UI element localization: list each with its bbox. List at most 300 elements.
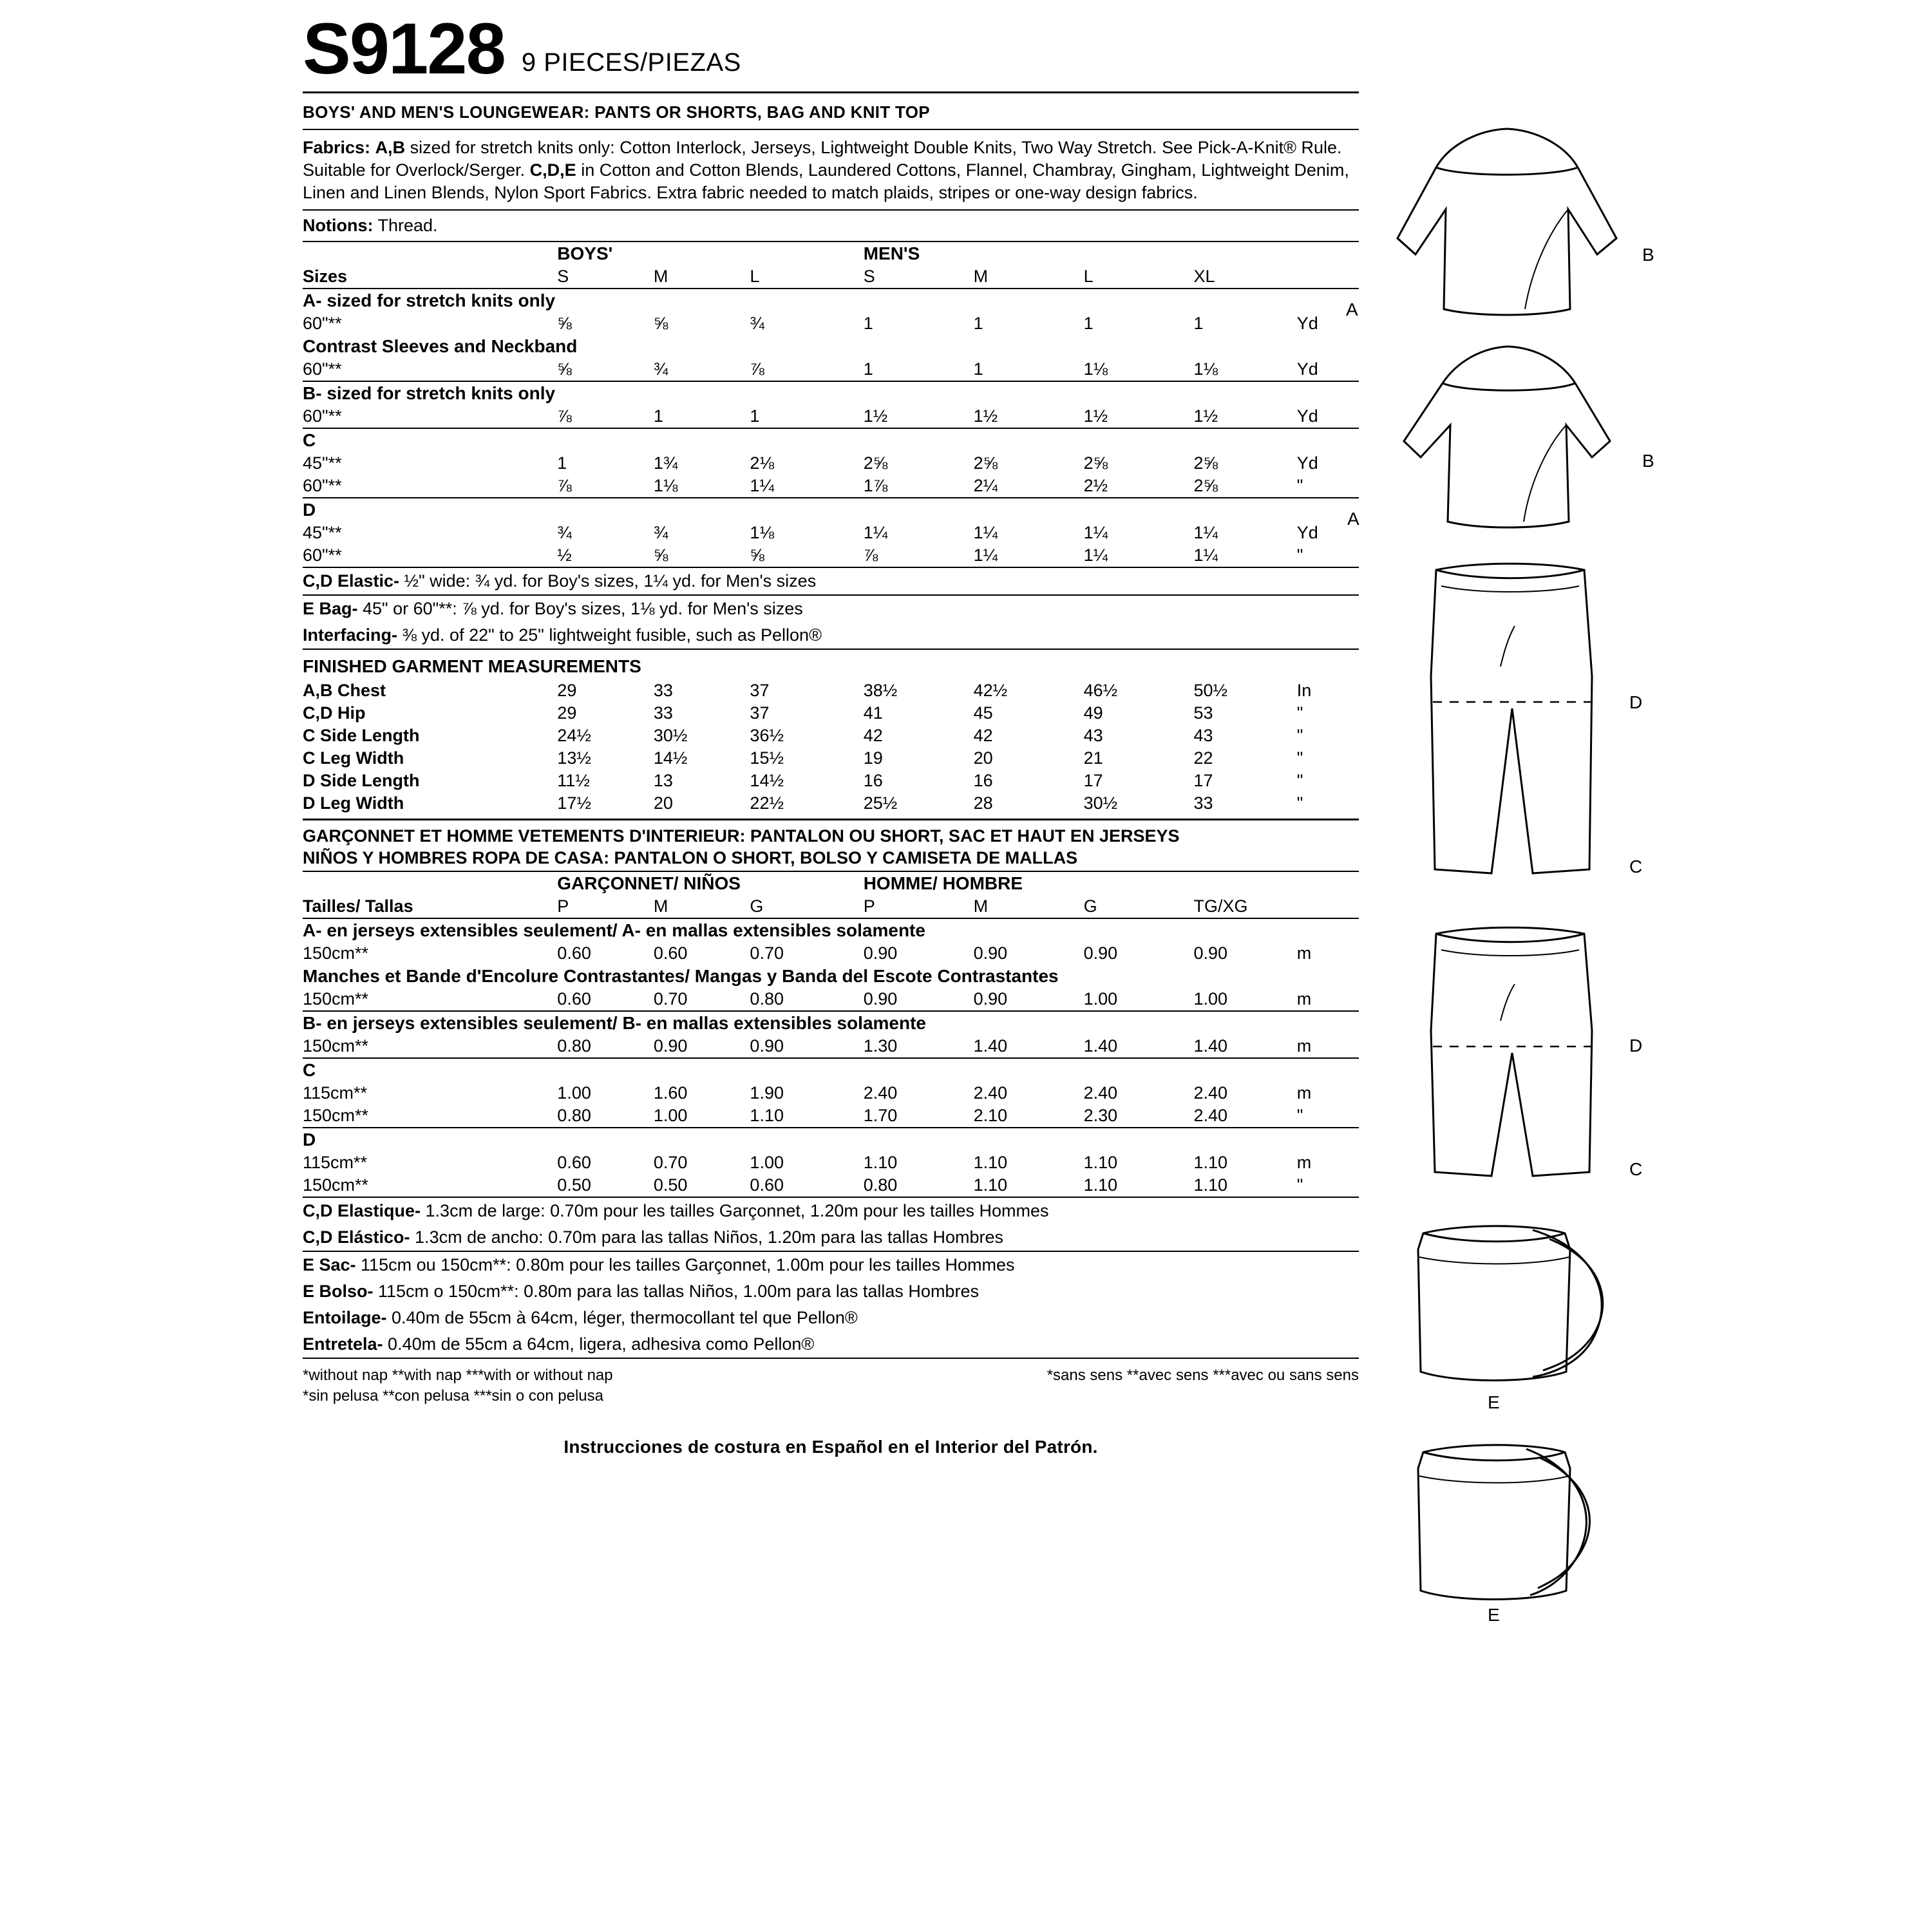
note-label: E Sac- bbox=[303, 1255, 356, 1274]
cell: 0.80 bbox=[863, 1175, 898, 1195]
cell: 1⅞ bbox=[863, 476, 888, 496]
cell: 1⅛ bbox=[750, 523, 774, 543]
row-section-c-metric bbox=[303, 1058, 1359, 1082]
row-section-a-metric bbox=[303, 918, 1359, 942]
illustration-label-a: A bbox=[1346, 299, 1358, 319]
cell: 1 bbox=[653, 406, 663, 426]
row-section-c bbox=[303, 428, 1359, 452]
cell: 0.90 bbox=[863, 943, 898, 963]
table-row bbox=[303, 792, 1359, 815]
size-cell: G bbox=[1083, 896, 1097, 916]
row-section-b bbox=[303, 381, 1359, 405]
cell: 43 bbox=[1083, 726, 1103, 746]
note-label: C,D Elástico- bbox=[303, 1227, 410, 1247]
cell: 1.10 bbox=[1083, 1175, 1118, 1195]
section-label: C bbox=[303, 1058, 1359, 1082]
cell: ½ bbox=[557, 545, 572, 565]
table-row bbox=[303, 475, 1359, 498]
cell: 2⅝ bbox=[1193, 453, 1218, 473]
cell: 1.00 bbox=[1193, 989, 1228, 1009]
table-row bbox=[303, 1151, 1359, 1174]
unit: " bbox=[1296, 771, 1303, 791]
illustration-top-short-sleeve bbox=[1340, 335, 1674, 541]
unit: " bbox=[1296, 748, 1303, 768]
cell: 2.40 bbox=[1193, 1105, 1228, 1125]
section-label: D bbox=[303, 498, 1359, 522]
cell: 0.90 bbox=[1193, 943, 1228, 963]
table-row bbox=[303, 544, 1359, 567]
row-label: C Leg Width bbox=[303, 748, 404, 768]
size-cell: M bbox=[973, 267, 989, 287]
cell: 37 bbox=[750, 703, 770, 723]
cell: 22½ bbox=[750, 793, 784, 813]
cell: 1¼ bbox=[863, 523, 888, 543]
cell: 2.10 bbox=[973, 1105, 1008, 1125]
unit: " bbox=[1296, 726, 1303, 746]
footnote-nap-es: *sin pelusa **con pelusa ***sin o con pelusa bbox=[303, 1387, 603, 1405]
table-row bbox=[303, 679, 1359, 702]
unit: " bbox=[1296, 476, 1303, 496]
spanish-instructions-note: Instrucciones de costura en Español en el Interior del Patrón. bbox=[564, 1436, 1098, 1457]
cell: 43 bbox=[1193, 726, 1213, 746]
cell: 21 bbox=[1083, 748, 1103, 768]
cell: 0.80 bbox=[750, 989, 784, 1009]
unit: Yd bbox=[1296, 359, 1318, 379]
cell: 28 bbox=[973, 793, 993, 813]
cell: 1.30 bbox=[863, 1036, 898, 1056]
cell: 49 bbox=[1083, 703, 1103, 723]
section-label: Manches et Bande d'Encolure Contrastantes/ Mangas y Banda del Escote Contrastantes bbox=[303, 965, 1059, 986]
fabrics-label: Fabrics: bbox=[303, 138, 371, 157]
table-row bbox=[303, 522, 1359, 544]
note-label: E Bolso- bbox=[303, 1281, 374, 1301]
row-label: 45"** bbox=[303, 523, 342, 543]
size-cell: S bbox=[557, 267, 569, 287]
row-section-d bbox=[303, 498, 1359, 522]
illustration-top-long-sleeve bbox=[1340, 116, 1674, 328]
garment-title: BOYS' AND MEN'S LOUNGEWEAR: PANTS OR SHORTS, BAG AND KNIT TOP bbox=[303, 102, 930, 122]
note-label: Entoilage- bbox=[303, 1307, 387, 1327]
cell: 1½ bbox=[1083, 406, 1108, 426]
cell: 38½ bbox=[863, 681, 898, 701]
footnotes-left bbox=[303, 1365, 613, 1407]
unit: m bbox=[1296, 943, 1312, 963]
row-section-a bbox=[303, 289, 1359, 312]
cell: 1⅛ bbox=[1083, 359, 1108, 379]
illustration-label-c: C bbox=[1629, 857, 1643, 876]
note-text: ½" wide: ¾ yd. for Boy's sizes, 1¼ yd. for Men's sizes bbox=[399, 571, 817, 591]
note-text: 0.40m de 55cm a 64cm, ligera, adhesiva como Pellon® bbox=[383, 1334, 815, 1354]
cell: 45 bbox=[973, 703, 993, 723]
table-row bbox=[303, 1104, 1359, 1128]
cell: 22 bbox=[1193, 748, 1213, 768]
note-label: C,D Elastique- bbox=[303, 1200, 421, 1220]
row-label: C Side Length bbox=[303, 726, 420, 746]
note-label: E Bag- bbox=[303, 599, 358, 619]
fabrics-views-ab: A,B bbox=[375, 138, 406, 157]
fabrics-text-2: in Cotton and Cotton Blends, Laundered Cottons, Flannel, Chambray, Gingham, Lightweight Denim, Linen and Linen Blends, Nylon Sport Fabrics. Extra fabric needed to match plaids, stripes or one-way design fabrics. bbox=[303, 160, 1349, 203]
table-row bbox=[303, 1082, 1359, 1104]
cell: ¾ bbox=[653, 359, 668, 379]
illustration-bag-1 bbox=[1340, 1211, 1674, 1423]
cell: 0.90 bbox=[653, 1036, 688, 1056]
table-row bbox=[303, 724, 1359, 747]
unit: " bbox=[1296, 1105, 1303, 1125]
row-label: 60"** bbox=[303, 476, 342, 496]
note-bag-es bbox=[303, 1278, 1359, 1305]
note-label: Entretela- bbox=[303, 1334, 383, 1354]
note-text: 45" or 60"**: ⅞ yd. for Boy's sizes, 1⅛ yd. for Men's sizes bbox=[357, 599, 803, 619]
footnote-nap-en: *without nap **with nap ***with or without nap bbox=[303, 1366, 613, 1384]
cell: 0.70 bbox=[750, 943, 784, 963]
cell: 1⅛ bbox=[1193, 359, 1218, 379]
unit: " bbox=[1296, 703, 1303, 723]
note-text: 0.40m de 55cm à 64cm, léger, thermocollant tel que Pellon® bbox=[386, 1307, 858, 1327]
cell: 0.90 bbox=[973, 943, 1008, 963]
note-text: 1.3cm de ancho: 0.70m para las tallas Niños, 1.20m para las tallas Hombres bbox=[410, 1227, 1004, 1247]
note-text: 115cm ou 150cm**: 0.80m pour les tailles Garçonnet, 1.00m pour les tailles Hommes bbox=[355, 1255, 1015, 1274]
note-label: C,D Elastic- bbox=[303, 571, 400, 591]
row-section-b-metric bbox=[303, 1011, 1359, 1035]
cell: 42 bbox=[973, 726, 993, 746]
table-row bbox=[303, 747, 1359, 770]
metric-title-fr: GARÇONNET ET HOMME VETEMENTS D'INTERIEUR: PANTALON OU SHORT, SAC ET HAUT EN JERSEYS bbox=[303, 826, 1180, 846]
table-row bbox=[303, 452, 1359, 475]
header bbox=[303, 8, 1359, 89]
cell: 0.80 bbox=[557, 1105, 591, 1125]
cell: 1.40 bbox=[1083, 1036, 1118, 1056]
group-header-mens: HOMME/ HOMBRE bbox=[863, 873, 1023, 893]
note-label: Interfacing- bbox=[303, 625, 398, 645]
note-interfacing-en bbox=[303, 622, 1359, 649]
cell: 37 bbox=[750, 681, 770, 701]
cell: 1 bbox=[1083, 314, 1094, 334]
cell: 33 bbox=[653, 681, 673, 701]
row-section-contrast-metric bbox=[303, 965, 1359, 988]
unit: Yd bbox=[1296, 453, 1318, 473]
document-content bbox=[303, 8, 1359, 1457]
row-label: 150cm** bbox=[303, 1175, 369, 1195]
section-label: B- en jerseys extensibles seulement/ B- en mallas extensibles solamente bbox=[303, 1011, 1359, 1035]
cell: 0.70 bbox=[653, 1152, 688, 1172]
table-row bbox=[303, 770, 1359, 792]
cell: 0.60 bbox=[557, 943, 591, 963]
cell: 13½ bbox=[557, 748, 591, 768]
cell: 11½ bbox=[557, 771, 590, 791]
section-label: A- en jerseys extensibles seulement/ A- en mallas extensibles solamente bbox=[303, 918, 1359, 942]
cell: 33 bbox=[1193, 793, 1213, 813]
cell: 2.40 bbox=[973, 1083, 1008, 1103]
section-label: C bbox=[303, 428, 1359, 452]
row-label: 60"** bbox=[303, 314, 342, 334]
row-label: 60"** bbox=[303, 545, 342, 565]
notions-label: Notions: bbox=[303, 216, 374, 236]
unit: " bbox=[1296, 545, 1303, 565]
cell: 2⅛ bbox=[750, 453, 774, 473]
table-row bbox=[303, 942, 1359, 965]
cell: 2.40 bbox=[1193, 1083, 1228, 1103]
illustration-label-b: B bbox=[1642, 245, 1654, 265]
illustration-bag-2 bbox=[1340, 1430, 1674, 1636]
cell: 36½ bbox=[750, 726, 784, 746]
illustration-label-a: A bbox=[1347, 509, 1359, 529]
cell: 1 bbox=[1193, 314, 1204, 334]
pieces-count: 9 PIECES/PIEZAS bbox=[521, 48, 741, 77]
row-label: 45"** bbox=[303, 453, 342, 473]
cell: 2⅝ bbox=[863, 453, 888, 473]
footnotes-right bbox=[1047, 1365, 1359, 1407]
table-row bbox=[303, 1174, 1359, 1197]
footnotes bbox=[303, 1359, 1359, 1407]
cell: ⅞ bbox=[557, 406, 572, 426]
row-label: A,B Chest bbox=[303, 681, 386, 701]
cell: 1.40 bbox=[973, 1036, 1008, 1056]
cell: 1.00 bbox=[750, 1152, 784, 1172]
cell: ⅝ bbox=[557, 359, 572, 379]
section-label: B- sized for stretch knits only bbox=[303, 381, 1359, 405]
size-cell: M bbox=[653, 896, 668, 916]
cell: ¾ bbox=[557, 523, 572, 543]
sizes-row bbox=[303, 265, 1359, 289]
unit: m bbox=[1296, 989, 1312, 1009]
cell: 1.00 bbox=[557, 1083, 591, 1103]
cell: ⅝ bbox=[653, 314, 668, 334]
cell: 1 bbox=[973, 359, 983, 379]
cell: 20 bbox=[973, 748, 993, 768]
cell: 29 bbox=[557, 703, 577, 723]
size-cell: M bbox=[973, 896, 989, 916]
table-row bbox=[303, 405, 1359, 428]
illustration-label-e: E bbox=[1488, 1392, 1500, 1412]
cell: ⅞ bbox=[750, 359, 764, 379]
cell: 2.40 bbox=[863, 1083, 898, 1103]
metric-title bbox=[303, 820, 1359, 871]
sizes-label: Sizes bbox=[303, 267, 348, 287]
row-label: 60"** bbox=[303, 406, 342, 426]
illustration-pants-short bbox=[1340, 914, 1674, 1204]
cell: 2½ bbox=[1083, 476, 1108, 496]
cell: 2⅝ bbox=[973, 453, 998, 473]
cell: 1¼ bbox=[750, 476, 774, 496]
section-label: A- sized for stretch knits only bbox=[303, 289, 1359, 312]
cell: 0.90 bbox=[1083, 943, 1118, 963]
cell: 1.90 bbox=[750, 1083, 784, 1103]
row-label: 60"** bbox=[303, 359, 342, 379]
cell: 2⅝ bbox=[1193, 476, 1218, 496]
cell: 1 bbox=[973, 314, 983, 334]
metric-yardage-table bbox=[303, 872, 1359, 1197]
cell: 1.70 bbox=[863, 1105, 898, 1125]
cell: 1.10 bbox=[1193, 1152, 1228, 1172]
row-label: 115cm** bbox=[303, 1152, 368, 1172]
row-label: D Leg Width bbox=[303, 793, 404, 813]
cell: 33 bbox=[653, 703, 673, 723]
cell: 1.00 bbox=[1083, 989, 1118, 1009]
cell: 14½ bbox=[750, 771, 784, 791]
cell: 25½ bbox=[863, 793, 898, 813]
cell: 0.50 bbox=[557, 1175, 591, 1195]
cell: 13 bbox=[653, 771, 673, 791]
cell: 1¼ bbox=[973, 545, 998, 565]
table-row bbox=[303, 702, 1359, 724]
cell: 1½ bbox=[973, 406, 998, 426]
cell: 1 bbox=[750, 406, 760, 426]
metric-title-es: NIÑOS Y HOMBRES ROPA DE CASA: PANTALON O SHORT, BOLSO Y CAMISETA DE MALLAS bbox=[303, 848, 1078, 868]
cell: 29 bbox=[557, 681, 577, 701]
table-row bbox=[303, 1035, 1359, 1058]
cell: 15½ bbox=[750, 748, 784, 768]
cell: 0.80 bbox=[557, 1036, 591, 1056]
size-cell: P bbox=[557, 896, 569, 916]
cell: 1.10 bbox=[1083, 1152, 1118, 1172]
cell: 1½ bbox=[863, 406, 888, 426]
cell: 1.10 bbox=[973, 1175, 1008, 1195]
cell: 0.50 bbox=[653, 1175, 688, 1195]
notions-line bbox=[303, 211, 1359, 241]
cell: 46½ bbox=[1083, 681, 1118, 701]
cell: 30½ bbox=[653, 726, 688, 746]
cell: 0.60 bbox=[750, 1175, 784, 1195]
cell: 1¼ bbox=[1193, 545, 1218, 565]
fabrics-paragraph bbox=[303, 130, 1359, 209]
cell: ⅞ bbox=[557, 476, 572, 496]
cell: 1 bbox=[863, 359, 873, 379]
size-cell: XL bbox=[1193, 267, 1215, 287]
cell: 14½ bbox=[653, 748, 688, 768]
row-label: D Side Length bbox=[303, 771, 420, 791]
size-cell: P bbox=[863, 896, 875, 916]
row-section-d-metric bbox=[303, 1128, 1359, 1151]
cell: 20 bbox=[653, 793, 673, 813]
cell: 1¼ bbox=[1083, 545, 1108, 565]
cell: ⅝ bbox=[750, 545, 764, 565]
illustration-label-e: E bbox=[1488, 1605, 1500, 1625]
row-label: 115cm** bbox=[303, 1083, 368, 1103]
cell: 1.10 bbox=[863, 1152, 898, 1172]
fabrics-views-cde: C,D,E bbox=[529, 160, 576, 180]
illustration-label-d: D bbox=[1629, 692, 1643, 712]
cell: 0.60 bbox=[557, 989, 591, 1009]
notions-value: Thread. bbox=[377, 216, 438, 236]
unit: m bbox=[1296, 1036, 1312, 1056]
unit: Yd bbox=[1296, 406, 1318, 426]
cell: 0.60 bbox=[653, 943, 688, 963]
unit: " bbox=[1296, 793, 1303, 813]
row-label: 150cm** bbox=[303, 1105, 369, 1125]
group-header-row bbox=[303, 872, 1359, 895]
cell: 42 bbox=[863, 726, 883, 746]
cell: 2.30 bbox=[1083, 1105, 1118, 1125]
row-label: 150cm** bbox=[303, 989, 369, 1009]
cell: 17 bbox=[1193, 771, 1213, 791]
unit: " bbox=[1296, 1175, 1303, 1195]
cell: 1¾ bbox=[653, 453, 678, 473]
cell: 19 bbox=[863, 748, 883, 768]
cell: 1.10 bbox=[750, 1105, 784, 1125]
illustration-pants-long bbox=[1340, 547, 1674, 908]
unit: Yd bbox=[1296, 523, 1318, 543]
finished-measurements-table bbox=[303, 679, 1359, 815]
cell: 30½ bbox=[1083, 793, 1118, 813]
cell: ⅞ bbox=[863, 545, 878, 565]
footnote-nap-fr: *sans sens **avec sens ***avec ou sans sens bbox=[1046, 1366, 1359, 1384]
cell: 17 bbox=[1083, 771, 1103, 791]
cell: 50½ bbox=[1193, 681, 1228, 701]
note-text: ⅜ yd. of 22" to 25" lightweight fusible, such as Pellon® bbox=[397, 625, 822, 645]
cell: 1⅛ bbox=[653, 476, 678, 496]
english-yardage-table bbox=[303, 242, 1359, 567]
cell: 1 bbox=[557, 453, 567, 473]
cell: 0.60 bbox=[557, 1152, 591, 1172]
cell: 0.90 bbox=[750, 1036, 784, 1056]
cell: 42½ bbox=[973, 681, 1008, 701]
cell: 16 bbox=[863, 771, 883, 791]
cell: 53 bbox=[1193, 703, 1213, 723]
group-header-boys: GARÇONNET/ NIÑOS bbox=[557, 873, 741, 893]
table-row bbox=[303, 988, 1359, 1011]
cell: 1.10 bbox=[973, 1152, 1008, 1172]
cell: ⅝ bbox=[653, 545, 668, 565]
group-header-mens: MEN'S bbox=[863, 243, 920, 264]
section-label: Contrast Sleeves and Neckband bbox=[303, 336, 578, 357]
sizes-label: Tailles/ Tallas bbox=[303, 896, 413, 916]
illustration-label-c: C bbox=[1629, 1159, 1643, 1179]
fabrics-text-1: sized for stretch knits only: Cotton Interlock, Jerseys, Lightweight Double Knits, Two Way Stretch. See Pick-A-Knit® Rule. Suitable for Overlock/Serger. bbox=[303, 138, 1342, 180]
size-cell: L bbox=[1083, 267, 1094, 287]
row-label: 150cm** bbox=[303, 1036, 369, 1056]
cell: 0.90 bbox=[973, 989, 1008, 1009]
note-interfacing-es bbox=[303, 1331, 1359, 1358]
note-elastic-en bbox=[303, 568, 1359, 594]
illustrations-panel bbox=[1340, 116, 1674, 1642]
cell: 1 bbox=[863, 314, 873, 334]
cell: 2⅝ bbox=[1083, 453, 1108, 473]
group-header-boys: BOYS' bbox=[557, 243, 613, 264]
note-text: 115cm o 150cm**: 0.80m para las tallas Niños, 1.00m para las tallas Hombres bbox=[373, 1281, 979, 1301]
cell: ⅝ bbox=[557, 314, 572, 334]
size-cell: S bbox=[863, 267, 875, 287]
unit: Yd bbox=[1296, 314, 1318, 334]
illustration-label-b: B bbox=[1642, 451, 1654, 471]
cell: 1¼ bbox=[973, 523, 998, 543]
note-elastic-es bbox=[303, 1224, 1359, 1251]
table-row bbox=[303, 312, 1359, 335]
cell: 1½ bbox=[1193, 406, 1218, 426]
row-section-contrast bbox=[303, 335, 1359, 358]
row-label: C,D Hip bbox=[303, 703, 366, 723]
cell: 0.70 bbox=[653, 989, 688, 1009]
cell: 1.00 bbox=[653, 1105, 688, 1125]
cell: ¾ bbox=[750, 314, 764, 334]
section-label: D bbox=[303, 1128, 1359, 1151]
cell: 1¼ bbox=[1193, 523, 1218, 543]
finished-measurements-title: FINISHED GARMENT MEASUREMENTS bbox=[303, 656, 641, 677]
table-row bbox=[303, 358, 1359, 381]
cell: 1.10 bbox=[1193, 1175, 1228, 1195]
cell: ¾ bbox=[653, 523, 668, 543]
cell: 1.40 bbox=[1193, 1036, 1228, 1056]
row-label: 150cm** bbox=[303, 943, 369, 963]
cell: 1.60 bbox=[653, 1083, 688, 1103]
size-cell: G bbox=[750, 896, 764, 916]
unit: In bbox=[1296, 681, 1312, 701]
pattern-number: S9128 bbox=[303, 8, 505, 89]
size-cell: M bbox=[653, 267, 668, 287]
note-interfacing-fr bbox=[303, 1305, 1359, 1331]
cell: 0.90 bbox=[863, 989, 898, 1009]
unit: m bbox=[1296, 1083, 1312, 1103]
cell: 17½ bbox=[557, 793, 591, 813]
